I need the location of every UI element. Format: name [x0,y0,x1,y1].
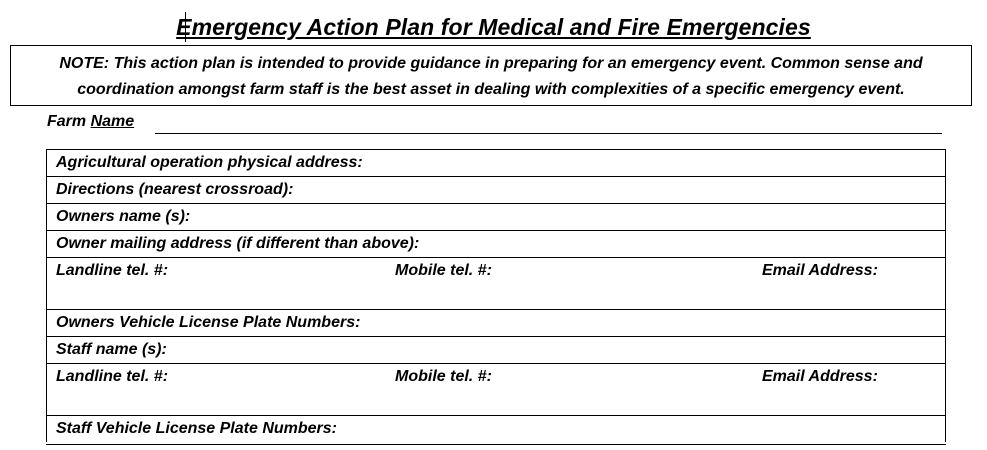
staff-name-label: Staff name (s): [56,341,167,358]
staff-contact-row[interactable] [47,364,945,416]
staff-plates-row[interactable] [47,416,945,442]
owner-mailing-row[interactable] [47,231,945,258]
physical-address-row[interactable] [47,150,945,177]
owner-mailing-label: Owner mailing address (if different than above): [56,235,420,252]
staff-mobile-label: Mobile tel. #: [395,368,492,385]
farm-name-field[interactable] [47,113,942,135]
table-row-divider [46,444,946,445]
info-form-table [46,149,946,442]
note-box: NOTE: This action plan is intended to provide guidance in preparing for an emergency event. Common sense and coordination amongst farm staff is the best asset in dealing with complexities of a specific emergency event. [10,45,972,106]
staff-plates-label: Staff Vehicle License Plate Numbers: [56,420,337,437]
owner-plates-row[interactable] [47,310,945,337]
staff-email-label: Email Address: [762,368,878,385]
owner-landline-label: Landline tel. #: [56,262,169,279]
owner-email-label: Email Address: [762,262,878,279]
farm-name-underline [155,133,942,134]
farm-name-label: Farm Name [47,113,135,130]
document-title: Emergency Action Plan for Medical and Fire Emergencies [176,14,811,40]
owner-plates-label: Owners Vehicle License Plate Numbers: [56,314,361,331]
staff-name-row[interactable] [47,337,945,364]
physical-address-label: Agricultural operation physical address: [56,154,363,171]
owner-contact-row[interactable] [47,258,945,310]
owners-name-row[interactable] [47,204,945,231]
directions-label: Directions (nearest crossroad): [56,181,294,198]
owner-mobile-label: Mobile tel. #: [395,262,492,279]
staff-landline-label: Landline tel. #: [56,368,169,385]
owners-name-label: Owners name (s): [56,208,191,225]
directions-row[interactable] [47,177,945,204]
